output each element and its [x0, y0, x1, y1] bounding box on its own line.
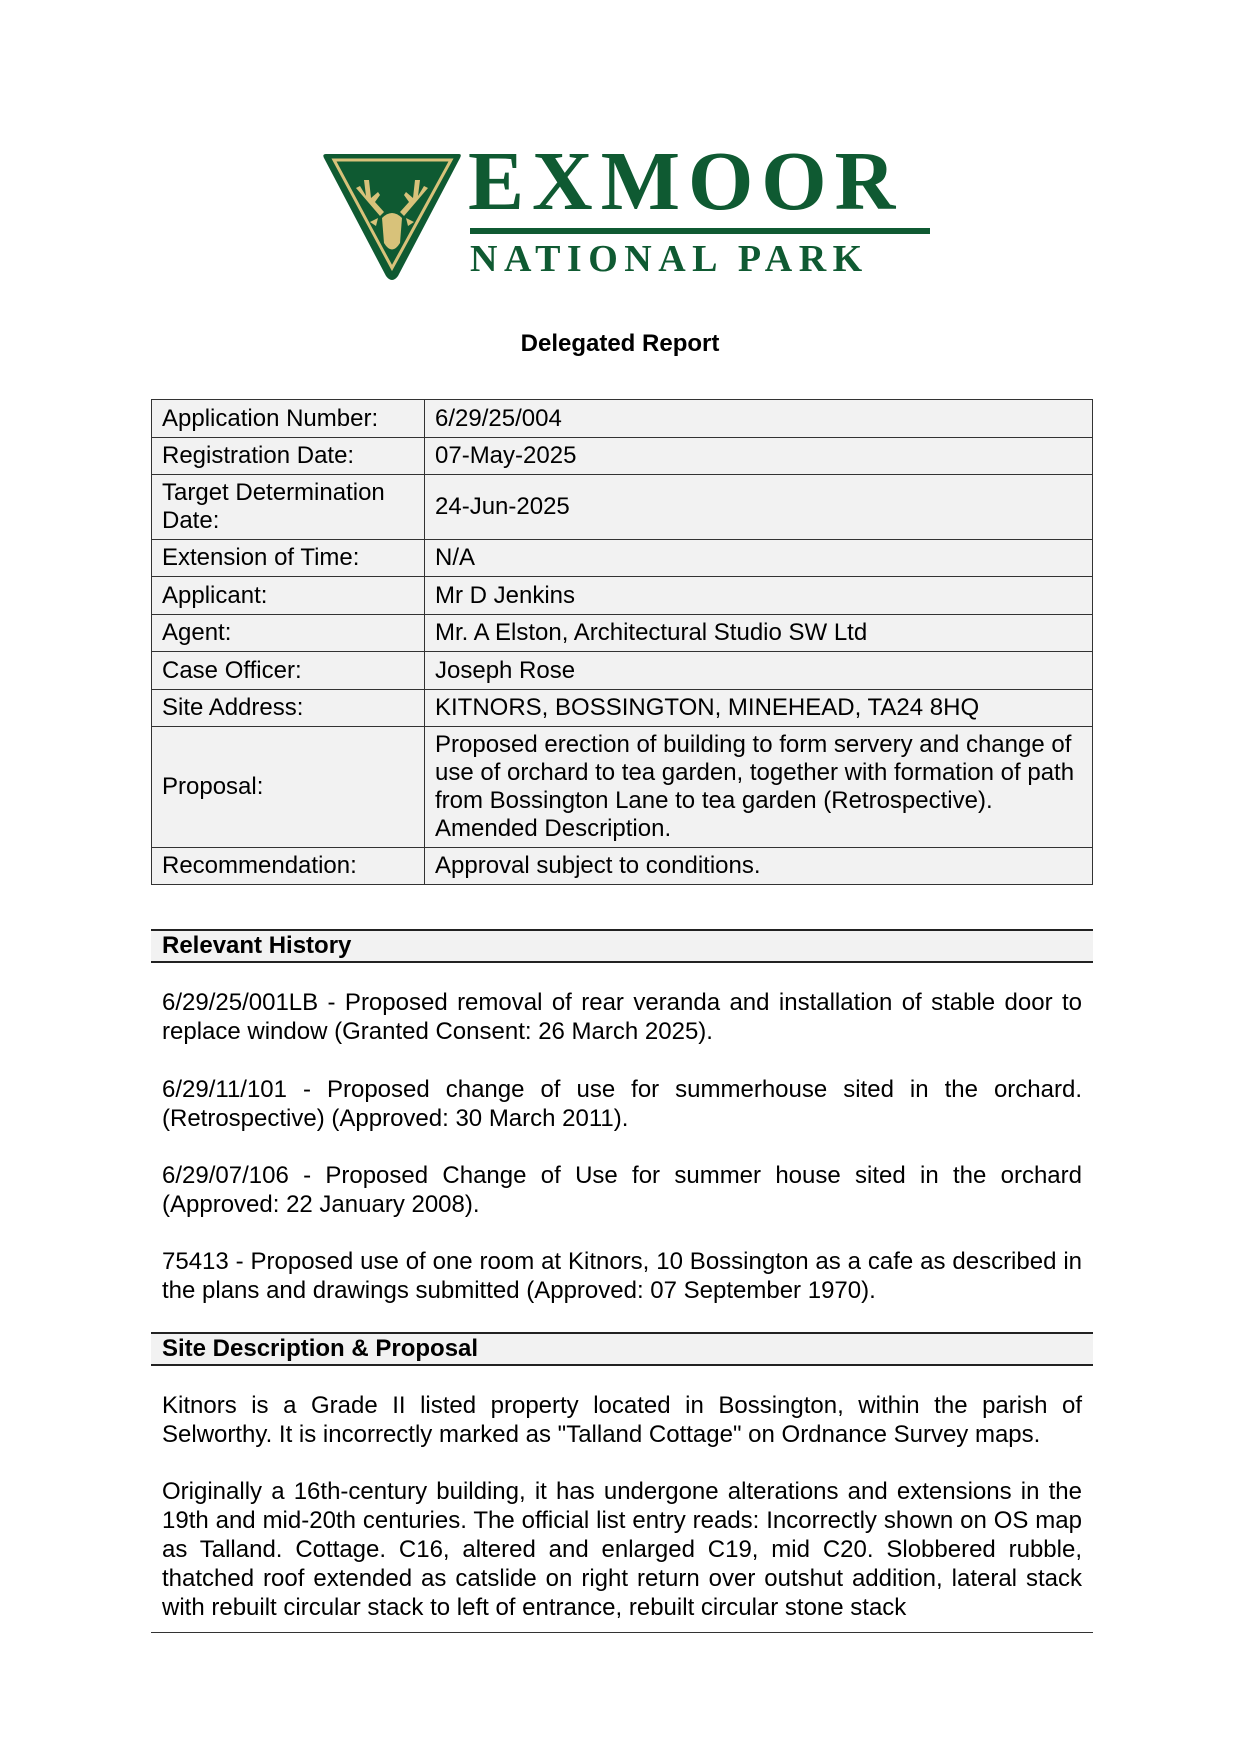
row-value: Mr D Jenkins	[425, 577, 1093, 615]
table-row	[152, 540, 1093, 577]
history-item: 6/29/25/001LB - Proposed removal of rear veranda and installation of stable door to replace window (Granted Consent: 26 March 2025).	[162, 989, 1082, 1045]
report-title: Delegated Report	[520, 330, 720, 357]
row-label: Target Determination Date:	[152, 475, 425, 540]
row-value: 24-Jun-2025	[425, 475, 1093, 540]
row-value: KITNORS, BOSSINGTON, MINEHEAD, TA24 8HQ	[425, 690, 1093, 727]
logo-divider	[470, 228, 930, 234]
table-row	[152, 727, 1093, 848]
table-row	[152, 577, 1093, 615]
logo-wordmark: EXMOOR	[468, 135, 904, 228]
section-heading: Site Description & Proposal	[162, 1335, 479, 1362]
history-item: 6/29/11/101 - Proposed change of use for summerhouse sited in the orchard. (Retrospective) (Approved: 30 March 2011).	[162, 1076, 1082, 1132]
table-row	[152, 652, 1093, 690]
table-row	[152, 690, 1093, 727]
site-description-heading	[151, 1332, 1093, 1366]
exmoor-logo	[320, 135, 930, 283]
table-row	[152, 438, 1093, 475]
row-value: Joseph Rose	[425, 652, 1093, 690]
table-row	[152, 848, 1093, 885]
section-heading: Relevant History	[162, 932, 352, 959]
page-bottom-rule	[151, 1632, 1093, 1633]
row-value: 07-May-2025	[425, 438, 1093, 475]
row-label: Registration Date:	[152, 438, 425, 475]
table-row	[152, 615, 1093, 652]
row-label: Extension of Time:	[152, 540, 425, 577]
row-value: N/A	[425, 540, 1093, 577]
relevant-history-heading	[151, 929, 1093, 963]
application-details-table	[151, 399, 1093, 885]
row-label: Agent:	[152, 615, 425, 652]
row-label: Applicant:	[152, 577, 425, 615]
row-label: Application Number:	[152, 400, 425, 438]
table-row	[152, 400, 1093, 438]
row-label: Case Officer:	[152, 652, 425, 690]
row-label: Site Address:	[152, 690, 425, 727]
row-value: Proposed erection of building to form servery and change of use of orchard to tea garden, together with formation of path from Bossington Lane to tea garden (Retrospective). Amended Description.	[425, 727, 1093, 848]
row-label: Proposal:	[152, 727, 425, 848]
stag-emblem-icon	[320, 148, 465, 283]
row-value: Mr. A Elston, Architectural Studio SW Ltd	[425, 615, 1093, 652]
site-paragraph: Kitnors is a Grade II listed property located in Bossington, within the parish of Selworthy. It is incorrectly marked as "Talland Cottage" on Ordnance Survey maps.	[162, 1392, 1082, 1448]
row-value: Approval subject to conditions.	[425, 848, 1093, 885]
site-paragraph: Originally a 16th-century building, it has undergone alterations and extensions in the 19th and mid-20th centuries. The official list entry reads: Incorrectly shown on OS map as Talland. Cottage. C16, altered and enlarged C19, mid C20. Slobbered rubble, thatched roof extended as catslide on right return over outshut addition, lateral stack with rebuilt circular stack to left of entrance, rebuilt circular stone stack	[162, 1478, 1082, 1621]
row-label: Recommendation:	[152, 848, 425, 885]
logo-subtitle: NATIONAL PARK	[470, 238, 869, 280]
history-item: 75413 - Proposed use of one room at Kitnors, 10 Bossington as a cafe as described in the plans and drawings submitted (Approved: 07 September 1970).	[162, 1248, 1082, 1304]
row-value: 6/29/25/004	[425, 400, 1093, 438]
table-row	[152, 475, 1093, 540]
history-item: 6/29/07/106 - Proposed Change of Use for summer house sited in the orchard (Approved: 22 January 2008).	[162, 1162, 1082, 1218]
